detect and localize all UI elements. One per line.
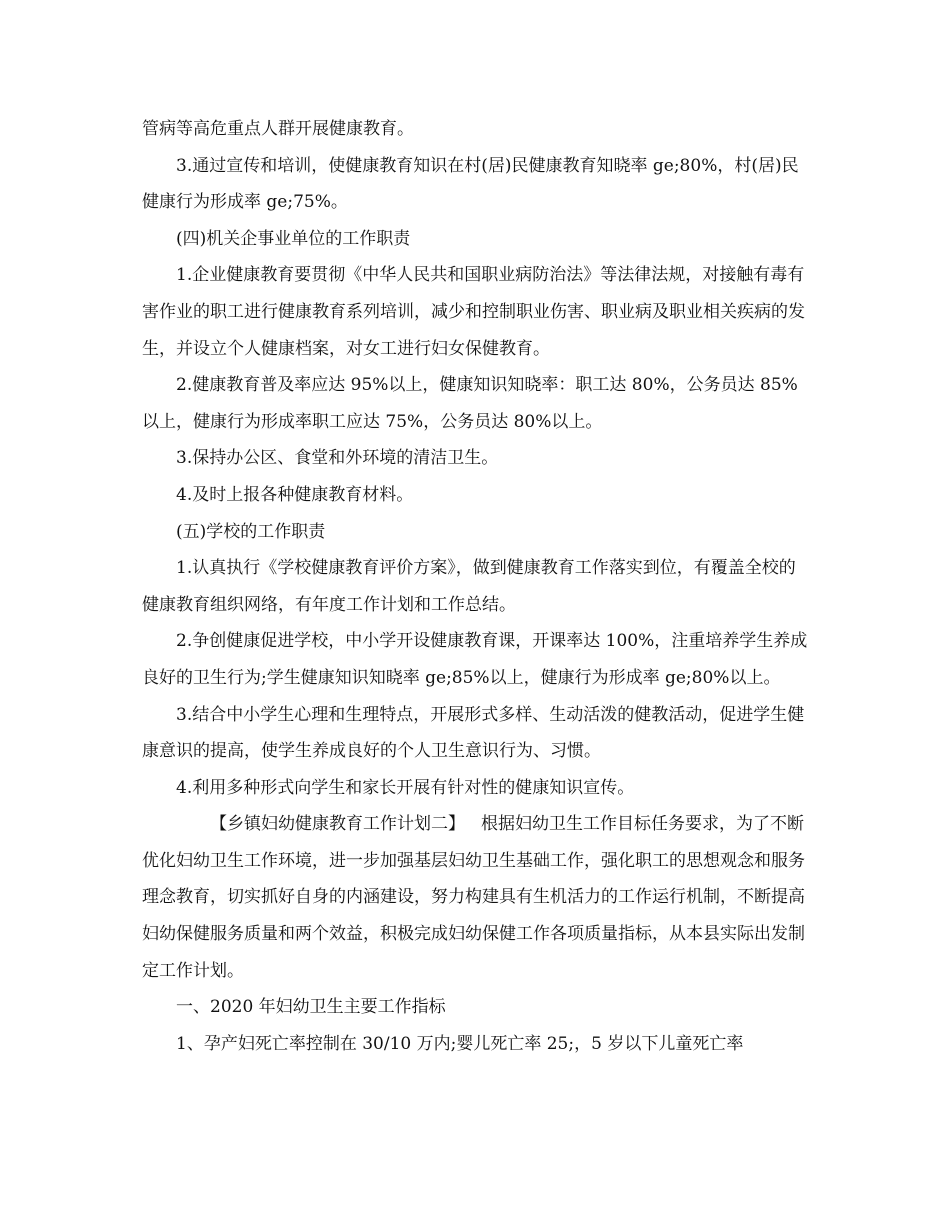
section-heading: (五)学校的工作职责 [176,521,326,542]
paragraph: 1.企业健康教育要贯彻《中华人民共和国职业病防治法》等法律法规，对接触有毒有害作业的职工进行健康教育系列培训，减少和控制职业伤害、职业病及职业相关疾病的发生，并设立个人健康档案，对女工进行妇女保健教育。 [142,265,805,359]
plan-two-heading: 【乡镇妇幼健康教育工作计划二】 [210,814,465,835]
paragraph: 2.健康教育普及率应达 95%以上，健康知识知晓率：职工达 80%，公务员达 85%以上，健康行为形成率职工应达 75%，公务员达 80%以上。 [142,375,798,432]
paragraph: 3.结合中小学生心理和生理特点，开展形式多样、生动活泼的健教活动，促进学生健康意识的提高，使学生养成良好的个人卫生意识行为、习惯。 [142,704,805,762]
paragraph: 3.保持办公区、食堂和外环境的清洁卫生。 [176,448,499,469]
section-heading: 一、2020 年妇幼卫生主要工作指标 [176,997,446,1018]
paragraph: 4.利用多种形式向学生和家长开展有针对性的健康知识宣传。 [176,777,635,798]
document-body [142,111,808,1062]
section-heading: (四)机关企事业单位的工作职责 [176,228,411,249]
paragraph: 4.及时上报各种健康教育材料。 [176,484,414,505]
plan-two-body: 根据妇幼卫生工作目标任务要求，为了不断优化妇幼卫生工作环境，进一步加强基层妇幼卫生基础工作，强化职工的思想观念和服务理念教育，切实抓好自身的内涵建设，努力构建具有生机活力的工作运行机制，不断提高妇幼保健服务质量和两个效益，积极完成妇幼保健工作各项质量指标，从本县实际出发制定工作计划。 [142,814,805,981]
plan-two-paragraph [142,806,808,989]
paragraph: 1、孕产妇死亡率控制在 30/10 万内;婴儿死亡率 25;，5 岁以下儿童死亡率 [176,1033,744,1054]
paragraph: 3.通过宣传和培训，使健康教育知识在村(居)民健康教育知晓率 ge;80%，村(居)民健康行为形成率 ge;75%。 [142,155,799,213]
paragraph: 2.争创健康促进学校，中小学开设健康教育课，开课率达 100%，注重培养学生养成良好的卫生行为;学生健康知识知晓率 ge;85%以上，健康行为形成率 ge;80%以上。 [142,631,808,688]
paragraph: 管病等高危重点人群开展健康教育。 [142,119,414,139]
paragraph: 1.认真执行《学校健康教育评价方案》，做到健康教育工作落实到位，有覆盖全校的健康教育组织网络，有年度工作计划和工作总结。 [142,558,796,615]
